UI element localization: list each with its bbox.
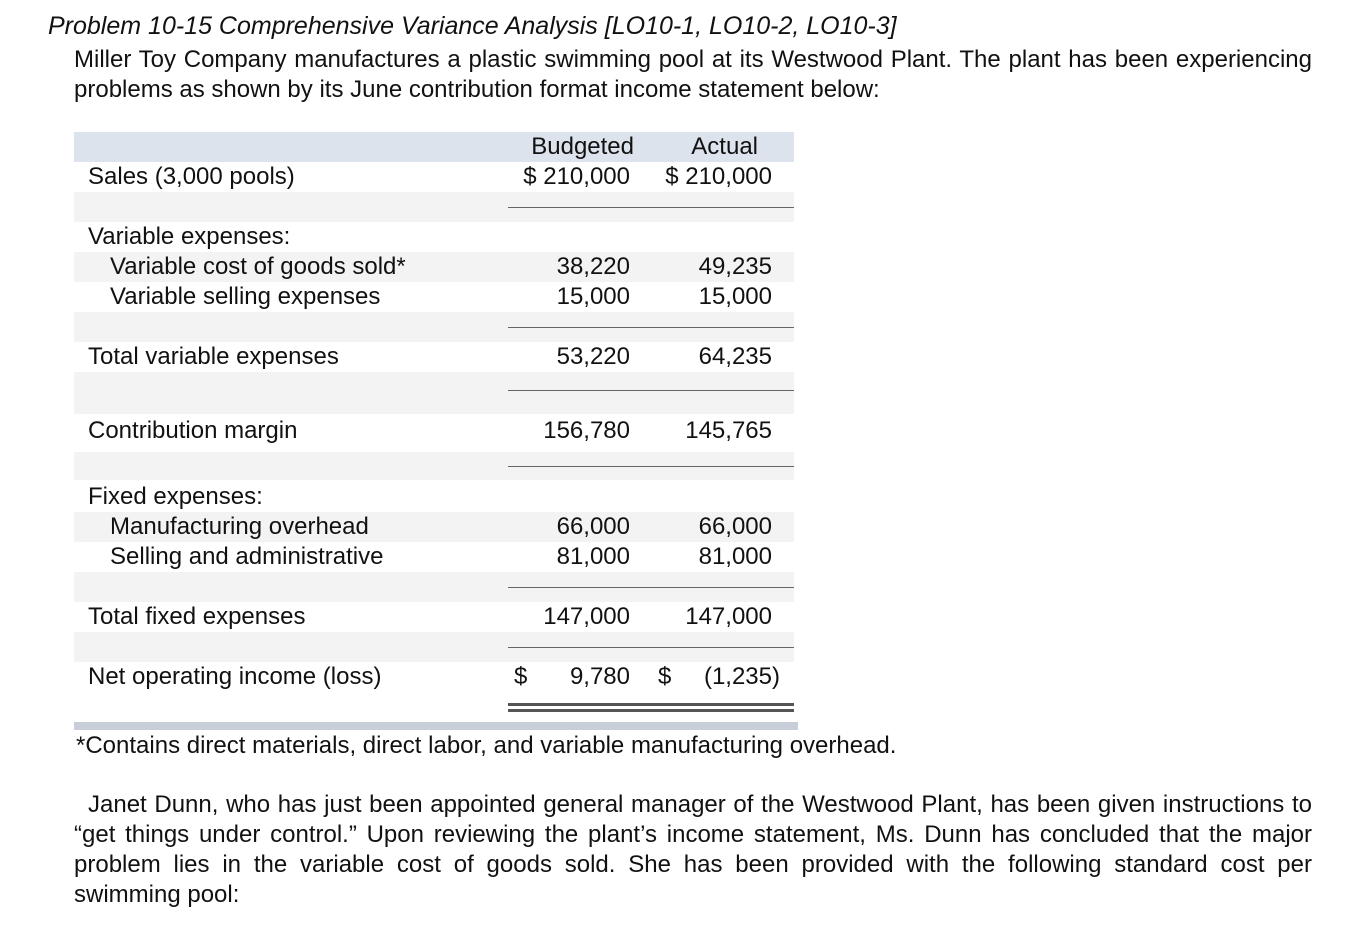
sales-actual: $ 210,000 bbox=[665, 163, 772, 190]
actual-header: Actual bbox=[691, 133, 758, 160]
budgeted-header: Budgeted bbox=[531, 133, 634, 160]
closing-paragraph: Janet Dunn, who has just been appointed general manager of the Westwood Plant, has been given instructions to “get things under control.” Upon reviewing the plant’s income statement, Ms. Dunn has concluded that the major problem lies in the variable cost of goods sold. She has been provided with the following standard cost per swimming pool: bbox=[74, 791, 1312, 908]
mfg-overhead-actual: 66,000 bbox=[698, 513, 772, 540]
subtotal-rule bbox=[508, 390, 794, 391]
subtotal-rule bbox=[508, 327, 794, 328]
footnote: *Contains direct materials, direct labor, and variable manufacturing overhead. bbox=[76, 732, 897, 759]
contribution-margin-actual: 145,765 bbox=[685, 417, 772, 444]
net-income-label: Net operating income (loss) bbox=[88, 663, 382, 690]
header-band bbox=[74, 132, 794, 162]
subtotal-rule bbox=[508, 466, 794, 467]
var-cogs-budgeted: 38,220 bbox=[556, 253, 630, 280]
table-bottom-bar bbox=[74, 722, 798, 730]
subtotal-rule bbox=[508, 207, 794, 208]
contribution-margin-budgeted: 156,780 bbox=[543, 417, 630, 444]
total-fixed-actual: 147,000 bbox=[685, 603, 772, 630]
total-variable-label: Total variable expenses bbox=[88, 343, 339, 370]
double-rule bbox=[508, 709, 794, 712]
contribution-margin-label: Contribution margin bbox=[88, 417, 298, 444]
sales-label: Sales (3,000 pools) bbox=[88, 163, 295, 190]
var-selling-budgeted: 15,000 bbox=[556, 283, 630, 310]
mfg-overhead-label: Manufacturing overhead bbox=[110, 513, 369, 540]
variable-expenses-heading: Variable expenses: bbox=[88, 223, 291, 250]
total-variable-actual: 64,235 bbox=[698, 343, 772, 370]
sell-admin-actual: 81,000 bbox=[698, 543, 772, 570]
var-cogs-actual: 49,235 bbox=[698, 253, 772, 280]
sales-budgeted: $ 210,000 bbox=[523, 163, 630, 190]
double-rule bbox=[508, 703, 794, 706]
subtotal-rule bbox=[508, 647, 794, 648]
sell-admin-label: Selling and administrative bbox=[110, 543, 384, 570]
subtotal-rule bbox=[508, 587, 794, 588]
net-income-actual: (1,235) bbox=[703, 663, 780, 690]
total-fixed-label: Total fixed expenses bbox=[88, 603, 306, 630]
sell-admin-budgeted: 81,000 bbox=[556, 543, 630, 570]
intro-paragraph: Miller Toy Company manufactures a plastic swimming pool at its Westwood Plant. The plant has been experiencing problems as shown by its June contribution format income statement below: bbox=[74, 46, 1312, 103]
total-fixed-budgeted: 147,000 bbox=[543, 603, 630, 630]
var-cogs-label: Variable cost of goods sold* bbox=[110, 253, 406, 280]
income-statement-table bbox=[74, 132, 794, 730]
total-variable-budgeted: 53,220 bbox=[556, 343, 630, 370]
mfg-overhead-budgeted: 66,000 bbox=[556, 513, 630, 540]
net-income-actual-dollar: $ bbox=[658, 663, 672, 690]
net-income-budgeted-dollar: $ bbox=[514, 663, 528, 690]
problem-title: Problem 10-15 Comprehensive Variance Analysis [LO10-1, LO10-2, LO10-3] bbox=[48, 12, 897, 40]
net-income-budgeted: 9,780 bbox=[569, 663, 630, 690]
var-selling-actual: 15,000 bbox=[698, 283, 772, 310]
var-selling-label: Variable selling expenses bbox=[110, 283, 381, 310]
fixed-expenses-heading: Fixed expenses: bbox=[88, 483, 263, 510]
